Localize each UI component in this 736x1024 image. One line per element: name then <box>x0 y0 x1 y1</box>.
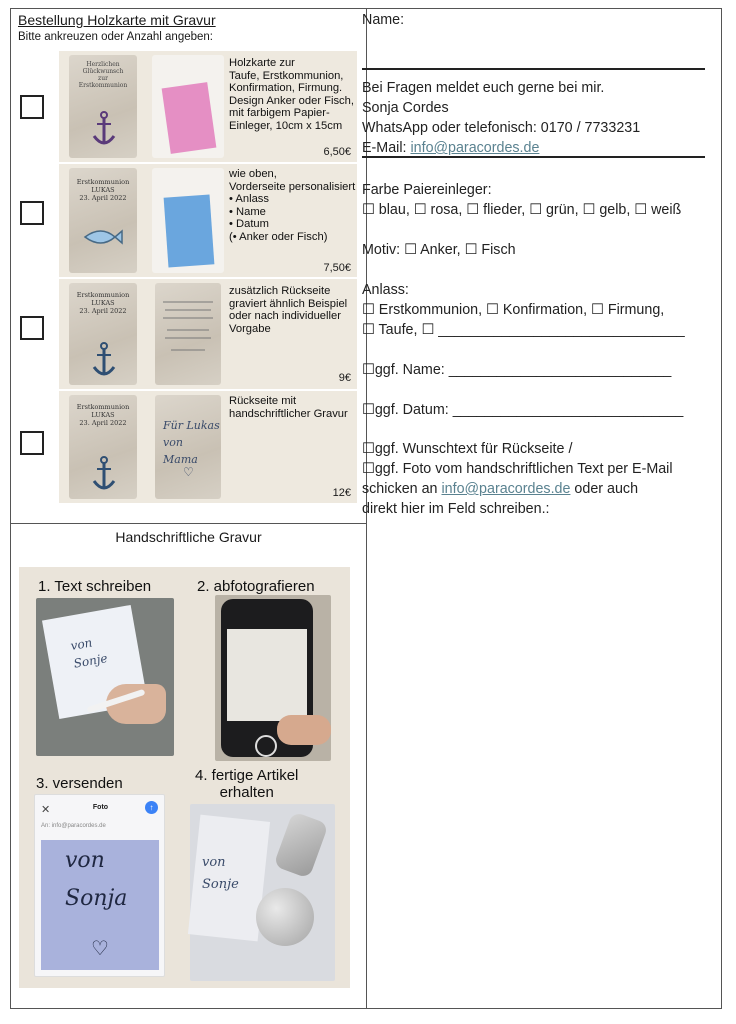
product-4-description: Rückseite mit handschriftlicher Gravur <box>229 395 348 420</box>
step-1-label: 1. Text schreiben <box>38 578 152 595</box>
order-title: Bestellung Holzkarte mit Gravur <box>18 12 216 28</box>
occasion-label: Anlass: <box>362 282 409 298</box>
email-to: info@paracordes.de <box>51 823 106 829</box>
product-1-price: 6,50€ <box>323 146 351 158</box>
product-2-card-text: Erstkommunion LUKAS 23. April 2022 <box>76 178 130 202</box>
email-photo-attachment <box>41 840 159 970</box>
contact-intro: Bei Fragen meldet euch gerne bei mir. <box>362 80 605 96</box>
gravur-title: Handschriftliche Gravur <box>115 529 262 545</box>
contact-divider <box>362 156 705 158</box>
product-3-description: zusätzlich Rückseite graviert ähnlich Beispiel oder nach individueller Vorgabe <box>229 285 348 335</box>
wish-text-option[interactable]: ☐ggf. Wunschtext für Rückseite / <box>362 441 573 457</box>
step-3-photo <box>34 794 165 977</box>
product-1-card-text: Herzlichen Glückwunsch zur Erstkommunion <box>78 61 128 89</box>
product-1-insert-image <box>152 55 224 158</box>
step-4-handwriting: von Sonje <box>202 855 239 892</box>
gravur-collage <box>19 567 350 988</box>
email-link[interactable]: info@paracordes.de <box>410 140 540 156</box>
wish-write-here: direkt hier im Feld schreiben.: <box>362 501 550 517</box>
product-3-back-image <box>155 283 221 385</box>
color-label: Farbe Paiereinleger: <box>362 182 492 198</box>
anchor-icon <box>91 110 117 150</box>
product-3-row <box>59 279 357 389</box>
optional-name-field[interactable]: ☐ggf. Name: ____________________________ <box>362 362 672 378</box>
anchor-icon <box>91 341 117 381</box>
wish-email-link[interactable]: info@paracordes.de <box>441 481 571 497</box>
wish-send-pre: schicken an <box>362 481 442 497</box>
product-3-checkbox[interactable] <box>20 316 44 340</box>
occasion-section <box>362 280 685 340</box>
heart-icon: ♡ <box>91 938 109 960</box>
product-2-insert-paper <box>164 194 215 267</box>
product-1-description: Holzkarte zur Taufe, Erstkommunion, Konfirmation, Firmung. Design Anker oder Fisch, mit farbigem Papier- Einleger, 10cm x 15cm <box>229 57 354 132</box>
product-1-insert-paper <box>162 82 217 154</box>
fish-icon <box>83 228 123 246</box>
step-1-photo <box>36 598 174 756</box>
product-3-card-image <box>69 283 137 385</box>
motif-options[interactable]: Motiv: ☐ Anker, ☐ Fisch <box>362 242 516 258</box>
contact-phone: WhatsApp oder telefonisch: 0170 / 7733231 <box>362 120 641 136</box>
email-subject: Foto <box>92 804 109 811</box>
step-3-label: 3. versenden <box>36 775 123 792</box>
product-2-price: 7,50€ <box>323 262 351 274</box>
product-4-card-text: Erstkommunion LUKAS 23. April 2022 <box>76 403 130 427</box>
wish-send-post: oder auch <box>570 481 639 497</box>
section-divider <box>11 523 366 524</box>
product-4-price: 12€ <box>332 487 351 499</box>
email-label: E-Mail: <box>362 140 411 156</box>
product-2-description: wie oben, Vorderseite personalisiert • Anlass • Name • Datum (• Anker oder Fisch) <box>229 168 356 243</box>
color-options[interactable]: ☐ blau, ☐ rosa, ☐ flieder, ☐ grün, ☐ gelb, ☐ weiß <box>362 202 682 218</box>
name-underline[interactable] <box>362 68 705 70</box>
anchor-icon <box>91 455 117 495</box>
product-2-row <box>59 164 357 277</box>
product-2-checkbox[interactable] <box>20 201 44 225</box>
product-4-back-image <box>155 395 221 499</box>
color-section <box>362 180 681 220</box>
product-3-price: 9€ <box>338 372 351 384</box>
product-3-card-text: Erstkommunion LUKAS 23. April 2022 <box>76 291 130 315</box>
heart-icon: ♡ <box>183 465 194 479</box>
round-tag-image <box>256 888 314 946</box>
product-4-checkbox[interactable] <box>20 431 44 455</box>
step-4-label: 4. fertige Artikel erhalten <box>195 767 299 801</box>
step-2-label: 2. abfotografieren <box>197 578 315 595</box>
email-to-prefix: An: <box>41 823 51 829</box>
product-1-card-image <box>69 55 137 158</box>
occasion-options-1[interactable]: ☐ Erstkommunion, ☐ Konfirmation, ☐ Firmung, <box>362 302 665 318</box>
name-label: Name: <box>362 12 405 28</box>
contact-block <box>362 78 640 158</box>
product-4-row <box>59 391 357 503</box>
wish-section <box>362 439 673 519</box>
product-2-card-image <box>69 168 137 273</box>
dog-tag-image <box>273 811 329 878</box>
step-2-photo <box>215 595 331 761</box>
product-1-row <box>59 51 357 162</box>
step-1-handwriting: von Sonje <box>69 635 109 671</box>
product-1-checkbox[interactable] <box>20 95 44 119</box>
email-handwriting: von Sonja <box>65 848 128 911</box>
product-4-card-image <box>69 395 137 499</box>
occasion-options-2[interactable]: ☐ Taufe, ☐ _______________________________ <box>362 322 685 338</box>
step-4-photo <box>190 804 335 981</box>
order-subtitle: Bitte ankreuzen oder Anzahl angeben: <box>18 31 214 43</box>
send-icon: ↑ <box>145 801 158 814</box>
product-4-back-handwriting: Für Lukas von Mama <box>163 419 220 466</box>
optional-date-field[interactable]: ☐ggf. Datum: _____________________________ <box>362 402 684 418</box>
close-icon: ✕ <box>41 804 51 816</box>
wish-photo-option[interactable]: ☐ggf. Foto vom handschriftlichen Text per E-Mail <box>362 461 673 477</box>
product-2-insert-image <box>152 168 224 273</box>
contact-name: Sonja Cordes <box>362 100 449 116</box>
